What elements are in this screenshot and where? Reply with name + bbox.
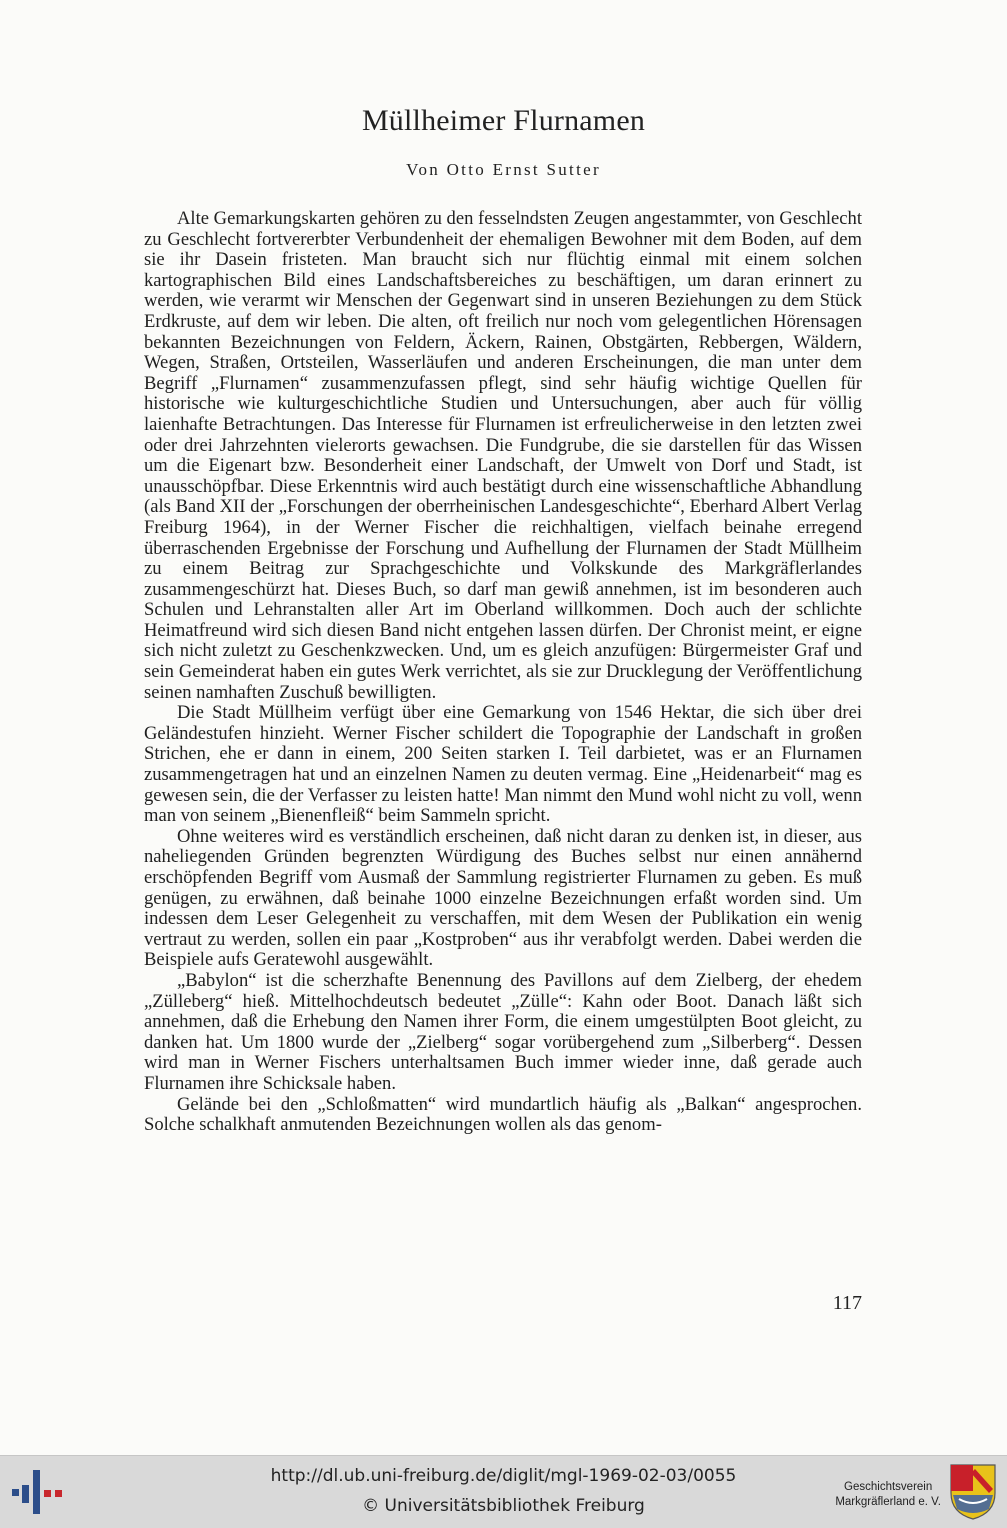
- paragraph: Ohne weiteres wird es verständlich erscheinen, daß nicht daran zu denken ist, in dieser, aus naheliegenden Gründen begrenzten Würdigung des Buches selbst nur einen annähernd erschöpfenden Begriff vom Ausmaß der Sammlung registrierter Flurnamen zu geben. Es muß genügen, zu erwähnen, daß beinahe 1000 einzelne Bezeichnungen erfaßt worden sind. Um indessen dem Leser Gelegenheit zu verschaffen, mit dem Wesen der Publikation ein wenig vertraut zu werden, sollen ein paar „Kostproben“ aus ihr verabfolgt werden. Dabei werden die Beispiele aufs Geratewohl ausgewählt.: [144, 825, 862, 971]
- paragraph: Gelände bei den „Schloßmatten“ wird mundartlich häufig als „Balkan“ angesprochen. Solche schalkhaft anmutenden Bezeichnungen wollen als das genom-: [144, 1093, 862, 1136]
- footer-bar: [0, 1455, 1007, 1528]
- paragraph: „Babylon“ ist die scherzhafte Benennung des Pavillons auf dem Zielberg, der ehedem „Zülleberg“ hieß. Mittelhochdeutsch bedeutet „Zülle“: Kahn oder Boot. Danach läßt sich annehmen, daß die Erhebung den Namen ihrer Form, die einem umgestülpten Boot gleicht, zu danken hat. Um 1800 wurde der „Zielberg“ sogar vorübergehend zum „Silberberg“. Dessen wird man in Werner Fischers unterhaltsamen Buch immer wieder inne, daß gerade auch Flurnamen ihre Schicksale haben.: [144, 969, 862, 1094]
- article-body: [144, 209, 862, 1136]
- page-number: 117: [832, 1292, 862, 1314]
- society-name: [835, 1480, 941, 1510]
- article-author: Von Otto Ernst Sutter: [406, 160, 601, 179]
- society-line-1: Geschichtsverein: [844, 1481, 933, 1493]
- footer-url-link[interactable]: http://dl.ub.uni-freiburg.de/diglit/mgl-1969-02-03/0055: [270, 1466, 737, 1486]
- footer-copyright: © Universitätsbibliothek Freiburg: [362, 1496, 645, 1516]
- paragraph: Die Stadt Müllheim verfügt über eine Gemarkung von 1546 Hektar, die sich über drei Geländestufen hinzieht. Werner Fischer schildert die Topographie der Landschaft in großen Strichen, ehe er dann in einem, 200 Seiten starken I. Teil darbietet, was er an Flurnamen zusammengetragen hat und an einzelnen Namen zu deuten vermag. Eine „Heidenarbeit“ mag es gewesen sein, die der Verfasser zu leisten hatte! Man nimmt den Mund wohl nicht zu voll, wenn man von seinem „Bienenfleiß“ beim Sammeln spricht.: [144, 702, 862, 827]
- crest-icon: [949, 1463, 997, 1521]
- paragraph: Alte Gemarkungskarten gehören zu den fesselndsten Zeugen angestammter, von Geschlecht zu Geschlecht fortvererbter Verbundenheit der ehemaligen Bewohner mit dem Boden, auf dem sie ihr Dasein fristeten. Man braucht sich nur flüchtig einmal mit einem solchen kartographischen Bild eines Landschaftsbereiches zu beschäftigen, um daran erinnert zu werden, wie verarmt wir Menschen der Gegenwart sind in unseren Beziehungen zu dem Stück Erdkruste, auf dem wir leben. Die alten, oft freilich nur noch vom gelegentlichen Hörensagen bekannten Bezeichnungen von Feldern, Äckern, Rainen, Obstgärten, Rebbergen, Wäldern, Wegen, Straßen, Ortsteilen, Wasserläufen und anderen Erscheinungen, die man unter dem Begriff „Flurnamen“ zusammenzufassen pflegt, sind sehr häufig wichtige Quellen für historische wie kulturgeschichtliche Studien und Untersuchungen, aber auch für völlig laienhafte Betrachtungen. Das Interesse für Flurnamen ist erfreulicherweise in den letzten zwei oder drei Jahrzehnten vielerorts gewachsen. Die Fundgrube, die sie darstellen für das Wissen um die Eigenart bzw. Besonderheit einer Landschaft, der Umwelt von Dorf und Stadt, ist unausschöpfbar. Diese Erkenntnis wird auch bestätigt durch eine wissenschaftliche Abhandlung (als Band XII der „Forschungen der oberrheinischen Landesgeschichte“, Eberhard Albert Verlag Freiburg 1964), in der Werner Fischer die reichhaltigen, vielfach beinahe erregend überraschenden Ergebnisse der Forschung und Aufhellung der Flurnamen der Stadt Müllheim zu einem Beitrag zur Sprachgeschichte und Volkskunde des Markgräflerlandes zusammengeschürzt hat. Dieses Buch, so darf man gewiß annehmen, ist im besonderen auch Schulen und Lehranstalten aller Art im Oberland willkommen. Doch auch der schlichte Heimatfreund wird sich diesen Band nicht entgehen lassen dürfen. Der Chronist meint, er eigne sich nicht zuletzt zu Geschenkzwecken. Und, um es gleich anzufügen: Bürgermeister Graf und sein Gemeinderat haben ein gutes Werk verrichtet, als sie zur Drucklegung der Veröffentlichung seinen namhaften Zuschuß bewilligten.: [144, 208, 862, 703]
- article-title: Müllheimer Flurnamen: [361, 104, 646, 137]
- society-line-2: Markgräflerland e. V.: [835, 1496, 941, 1508]
